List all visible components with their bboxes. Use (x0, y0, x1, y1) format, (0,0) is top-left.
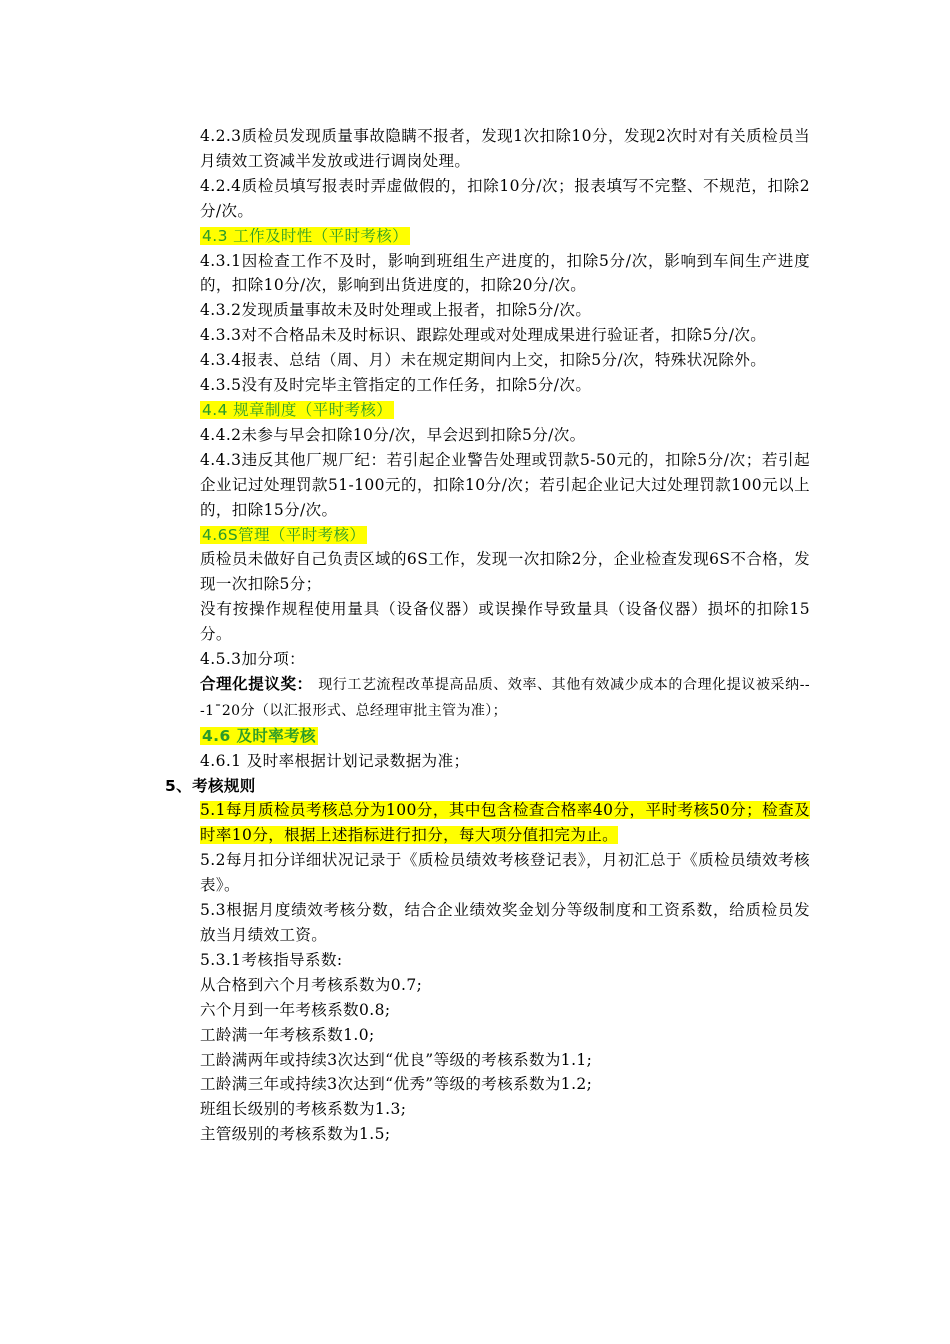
heading-4-3-text: 4.3 工作及时性（平时考核） (202, 226, 409, 245)
paragraph-4-3-1: 4.3.1因检查工作不及时，影响到班组生产进度的，扣除5分/次，影响到车间生产进度的，扣除10分/次，影响到出货进度的，扣除20分/次。 (200, 251, 810, 295)
paragraph-4-3-5: 4.3.5没有及时完毕主管指定的工作任务，扣除5分/次。 (200, 376, 592, 395)
paragraph-4-2-3: 4.2.3质检员发现质量事故隐瞒不报者，发现1次扣除10分，发现2次时对有关质检员当月绩效工资减半发放或进行调岗处理。 (200, 127, 810, 170)
paragraph-4-6-1: 4.6.1 及时率根据计划记录数据为准； (200, 751, 470, 770)
paragraph-4-2-4: 4.2.4质检员填写报表时弄虚做假的，扣除10分/次；报表填写不完整、不规范，扣除2分/次。 (200, 176, 810, 220)
bonus-label: 合理化提议奖： (200, 674, 313, 693)
paragraph-5-2: 5.2每月扣分详细状况记录于《质检员绩效考核登记表》，月初汇总于《质检员绩效考核表》。 (200, 851, 810, 895)
paragraph-4-5-3: 4.5.3加分项： (200, 650, 306, 669)
coefficient-line: 工龄满两年或持续3次达到“优良”等级的考核系数为1.1; (200, 1050, 593, 1069)
bonus-text: 现行工艺流程改革提高品质、效率、其他有效减少成本的合理化提议被采纳---1¯20分（以汇报形式、总经理审批主管为准）； (200, 676, 810, 719)
coefficient-line: 工龄满三年或持续3次达到“优秀”等级的考核系数为1.2; (200, 1075, 593, 1094)
coefficient-line: 主管级别的考核系数为1.5; (200, 1125, 391, 1144)
paragraph-5-3: 5.3根据月度绩效考核分数，结合企业绩效奖金划分等级制度和工资系数，给质检员发放当月绩效工资。 (200, 901, 810, 944)
paragraph-5-3-1: 5.3.1考核指导系数: (200, 950, 343, 969)
paragraph-5-1 (200, 798, 810, 848)
paragraph-4-4-2: 4.4.2未参与早会扣除10分/次，早会迟到扣除5分/次。 (200, 425, 586, 444)
coefficient-line: 班组长级别的考核系数为1.3; (200, 1100, 407, 1119)
paragraph-5-1-text: 5.1每月质检员考核总分为100分，其中包含检查合格率40分，平时考核50分；检查及时率10分，根据上述指标进行扣分，每大项分值扣完为止。 (200, 801, 810, 845)
paragraph-4-3-3: 4.3.3对不合格品未及时标识、跟踪处理或对处理成果进行验证者，扣除5分/次。 (200, 326, 767, 345)
heading-4-4-text: 4.4 规章制度（平时考核） (202, 400, 393, 419)
heading-4-3 (200, 224, 810, 249)
heading-4-4 (200, 398, 810, 423)
paragraph-6s-1: 质检员未做好自己负责区域的6S工作，发现一次扣除2分，企业检查发现6S不合格，发现一次扣除5分； (200, 550, 810, 594)
coefficient-line: 从合格到六个月考核系数为0.7; (200, 975, 423, 994)
coefficient-line: 工龄满一年考核系数1.0; (200, 1025, 375, 1044)
heading-4-6-text: 4.6 及时率考核 (202, 726, 316, 745)
heading-4-5-text: 4.6S管理（平时考核） (202, 525, 366, 544)
heading-section-5: 5、考核规则 (165, 776, 256, 795)
paragraph-bonus (200, 672, 810, 724)
document-body (165, 124, 810, 1147)
coefficient-line: 六个月到一年考核系数0.8; (200, 1000, 391, 1019)
paragraph-4-3-4: 4.3.4报表、总结（周、月）未在规定期间内上交，扣除5分/次，特殊状况除外。 (200, 351, 767, 370)
heading-4-5 (200, 523, 810, 548)
heading-4-6 (200, 724, 810, 749)
paragraph-4-4-3: 4.4.3违反其他厂规厂纪：若引起企业警告处理或罚款5-50元的，扣除5分/次；若引起企业记过处理罚款51-100元的，扣除10分/次；若引起企业记大过处理罚款100元以上的，扣除15分/次。 (200, 450, 810, 519)
paragraph-4-3-2: 4.3.2发现质量事故未及时处理或上报者，扣除5分/次。 (200, 301, 592, 320)
paragraph-6s-2: 没有按操作规程使用量具（设备仪器）或误操作导致量具（设备仪器）损坏的扣除15分。 (200, 600, 810, 644)
